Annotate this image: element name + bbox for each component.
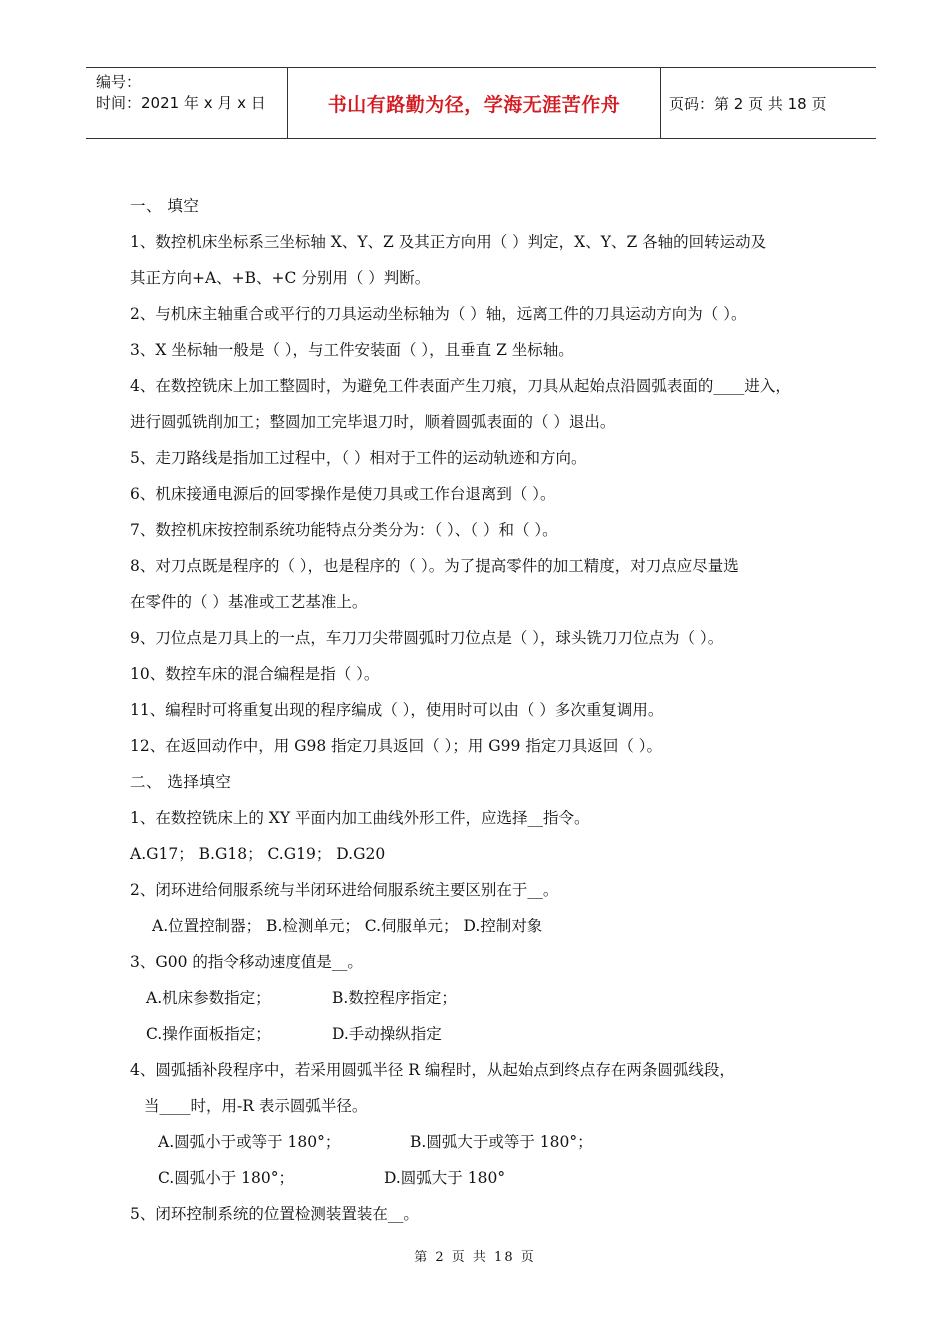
question-line: 10、数控车床的混合编程是指（ ）。 xyxy=(130,665,380,683)
choice-options: A.G17； B.G18； C.G19； D.G20 xyxy=(130,845,386,863)
choice-options-row xyxy=(130,1124,850,1160)
question-line: 6、机床接通电源后的回零操作是使刀具或工作台退离到（ ）。 xyxy=(130,485,556,503)
option-c: C.圆弧小于 180°； xyxy=(158,1169,294,1187)
document-date: 时间：2021 年 x 月 x 日 xyxy=(96,94,266,112)
choice-question: 4、圆弧插补段程序中，若采用圆弧半径 R 编程时，从起始点到终点存在两条圆弧线段， xyxy=(130,1061,735,1079)
option-d: D.圆弧大于 180° xyxy=(384,1169,506,1187)
document-number: 编号： xyxy=(96,73,142,91)
page-header xyxy=(86,67,876,139)
question-line: 5、走刀路线是指加工过程中，（ ）相对于工件的运动轨迹和方向。 xyxy=(130,449,587,467)
question-line: 11、编程时可将重复出现的程序编成（ ），使用时可以由（ ）多次重复调用。 xyxy=(130,701,664,719)
question-line: 其正方向+A、+B、+C 分别用（ ）判断。 xyxy=(130,269,431,287)
header-meta xyxy=(86,68,287,138)
option-b: B.圆弧大于或等于 180°； xyxy=(410,1133,593,1151)
question-line: 7、数控机床按控制系统功能特点分类分为：（ ）、（ ）和（ ）。 xyxy=(130,521,558,539)
question-line: 2、与机床主轴重合或平行的刀具运动坐标轴为（ ）轴，远离工件的刀具运动方向为（ ）。 xyxy=(130,305,747,323)
page-footer: 第 2 页 共 18 页 xyxy=(414,1250,536,1265)
choice-question: 5、闭环控制系统的位置检测装置装在__。 xyxy=(130,1205,419,1223)
option-d: D.手动操纵指定 xyxy=(332,1025,442,1043)
question-line: 8、对刀点既是程序的（ ），也是程序的（ ）。为了提高零件的加工精度，对刀点应尽量选 xyxy=(130,557,739,575)
question-line: 1、数控机床坐标系三坐标轴 X、Y、Z 及其正方向用（ ）判定，X、Y、Z 各轴的回转运动及 xyxy=(130,233,767,251)
question-line: 4、在数控铣床上加工整圆时，为避免工件表面产生刀痕，刀具从起始点沿圆弧表面的____进入， xyxy=(130,377,791,395)
choice-question: 2、闭环进给伺服系统与半闭环进给伺服系统主要区别在于__。 xyxy=(130,881,559,899)
document-body xyxy=(130,188,850,1232)
option-a: A.圆弧小于或等于 180°； xyxy=(158,1133,341,1151)
choice-question: 1、在数控铣床上的 XY 平面内加工曲线外形工件，应选择__指令。 xyxy=(130,809,590,827)
option-a: A.机床参数指定； xyxy=(146,989,271,1007)
choice-options-row xyxy=(130,1160,850,1196)
question-line: 9、刀位点是刀具上的一点，车刀刀尖带圆弧时刀位点是（ ），球头铣刀刀位点为（ ）。 xyxy=(130,629,724,647)
header-motto: 书山有路勤为径，学海无涯苦作舟 xyxy=(287,68,661,138)
section-title-multiple-choice: 二、 选择填空 xyxy=(130,773,232,791)
choice-question: 3、G00 的指令移动速度值是__。 xyxy=(130,953,363,971)
choice-question-continued: 当____时，用-R 表示圆弧半径。 xyxy=(144,1097,368,1115)
question-line: 12、在返回动作中，用 G98 指定刀具返回（ ）；用 G99 指定刀具返回（ ）。 xyxy=(130,737,662,755)
choice-options-row xyxy=(130,1016,850,1052)
question-line: 3、X 坐标轴一般是（ ），与工件安装面（ ），且垂直 Z 坐标轴。 xyxy=(130,341,574,359)
choice-options: A.位置控制器； B.检测单元； C.伺服单元； D.控制对象 xyxy=(152,917,543,935)
option-b: B.数控程序指定； xyxy=(332,989,457,1007)
option-c: C.操作面板指定； xyxy=(146,1025,271,1043)
header-page-number: 页码：第 2 页 共 18 页 xyxy=(669,94,827,113)
section-title-fill-blank: 一、 填空 xyxy=(130,197,200,215)
question-line: 进行圆弧铣削加工；整圆加工完毕退刀时，顺着圆弧表面的（ ）退出。 xyxy=(130,413,616,431)
question-line: 在零件的（ ）基准或工艺基准上。 xyxy=(130,593,368,611)
choice-options-row xyxy=(130,980,850,1016)
